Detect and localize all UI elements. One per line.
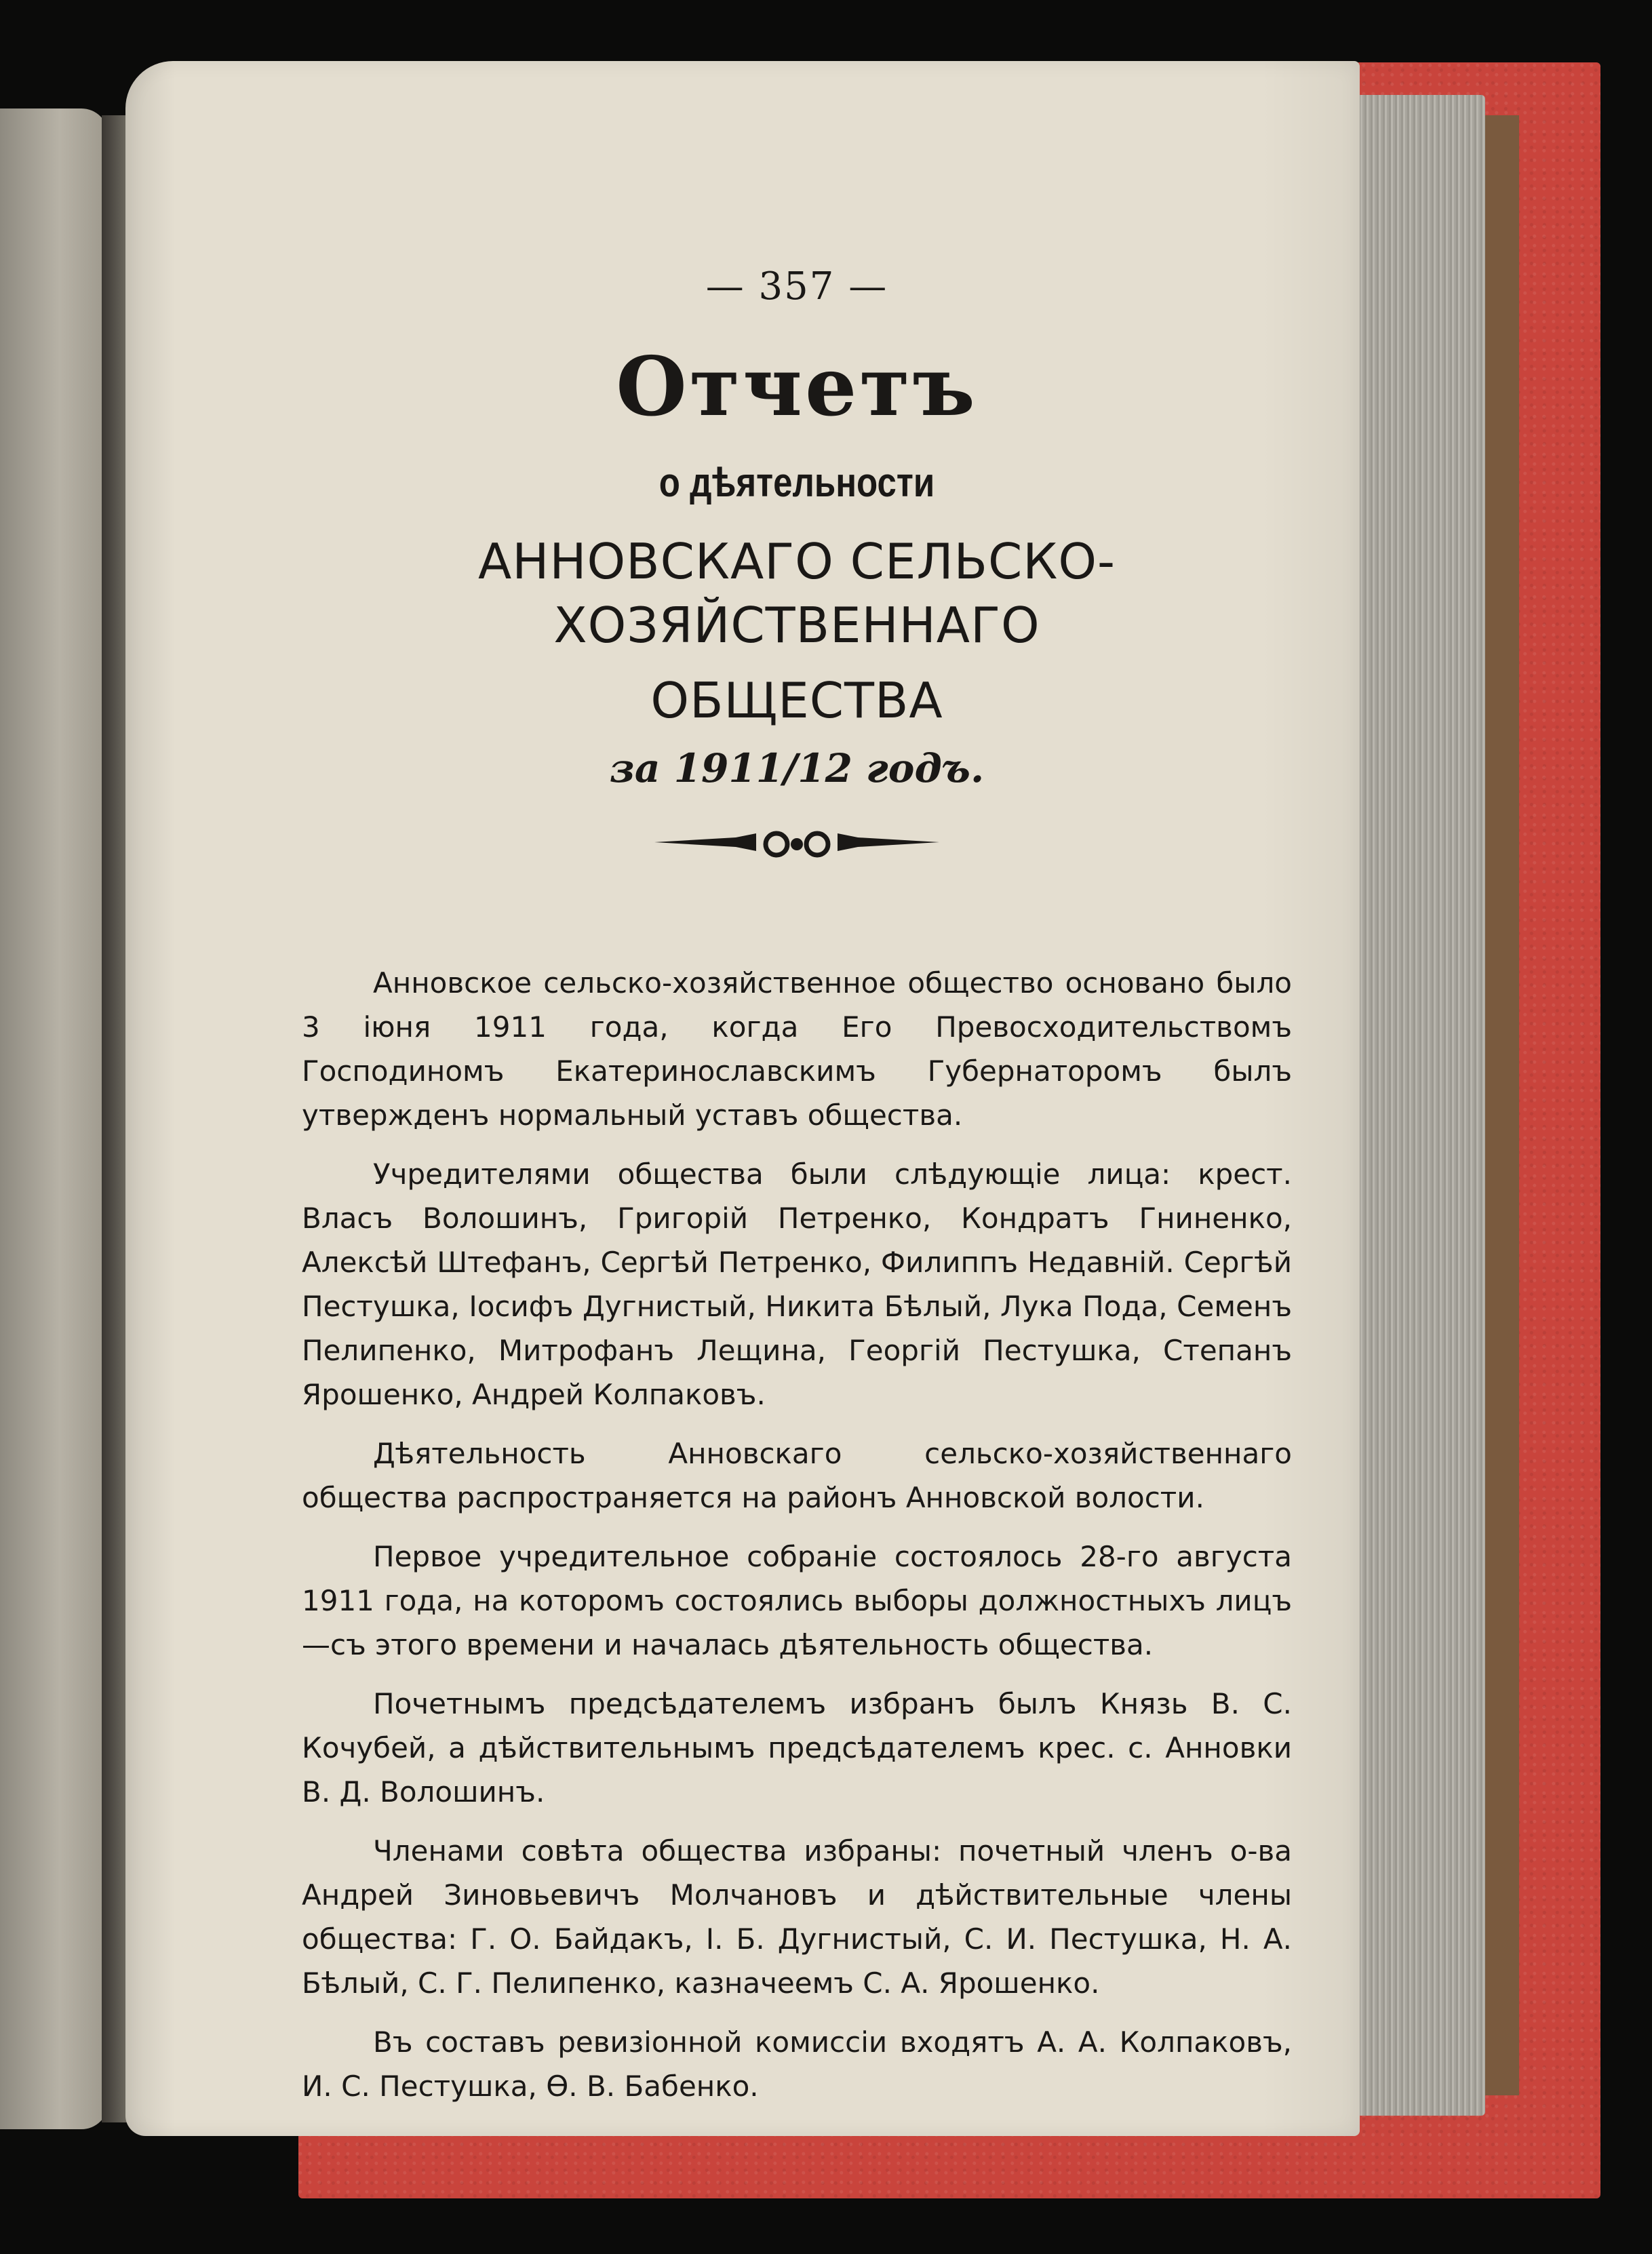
report-year: за 1911/12 годъ. bbox=[609, 745, 985, 791]
paragraph-council: Членами совѣта общества избраны: почетный членъ о-ва Андрей Зиновьевичъ Молчановъ и дѣйствительные члены общества: Г. О. Байдакъ, І. Б. Дугнистый, С. И. Пестушка, Н. А. Бѣлый, С. Г. Пелипенко, казначеемъ С. А. Ярошенко. bbox=[302, 1834, 1292, 2000]
paragraph-first-meeting: Первое учредительное собраніе состоялось 28-го августа 1911 года, на которомъ состоялись выборы должностныхъ лицъ—съ этого времени и началась дѣятельность общества. bbox=[302, 1539, 1292, 1661]
page-number: — 357 — bbox=[705, 264, 888, 309]
paragraph-founding: Анновское сельско-хозяйственное общество основано было 3 іюня 1911 года, когда Его Превосходительствомъ Господиномъ Екатеринославскимъ Губернаторомъ былъ утвержденъ нормальный уставъ общества. bbox=[302, 966, 1292, 1132]
organization-name-line2: ОБЩЕСТВА bbox=[650, 672, 943, 730]
paragraph-audit-commission: Въ составъ ревизіонной комиссіи входятъ А. А. Колпаковъ, И. С. Пестушка, Ѳ. В. Бабенко. bbox=[302, 2025, 1292, 2103]
previous-page-edge bbox=[0, 108, 109, 2129]
paragraph-activity: Дѣятельность Анновскаго сельско-хозяйственнаго общества распространяется на районъ Анновской волости. bbox=[302, 1436, 1292, 1514]
document-title: Отчетъ bbox=[616, 339, 978, 435]
document-subtitle: о дѣятельности bbox=[658, 460, 935, 505]
document-page bbox=[125, 61, 1360, 2136]
page-content bbox=[302, 264, 1292, 2123]
paragraph-founders: Учредителями общества были слѣдующіе лица: крест. Власъ Волошинъ, Григорій Петренко, Кондратъ Гниненко, Алексѣй Штефанъ, Сергѣй Петренко, Филиппъ Недавній. Сергѣй Пестушка, Іосифъ Дугнистый, Никита Бѣлый, Лука Пода, Семенъ Пелипенко, Митрофанъ Лещина, Георгій Пестушка, Степанъ Ярошенко, Андрей Колпаковъ. bbox=[302, 1157, 1292, 1411]
organization-name-line1: АННОВСКАГО СЕЛЬСКО-ХОЗЯЙСТВЕННАГО bbox=[477, 533, 1116, 654]
ornament-divider-icon bbox=[654, 818, 939, 866]
paragraph-chairmen: Почетнымъ предсѣдателемъ избранъ былъ Князь В. С. Кочубей, а дѣйствительнымъ предсѣдателемъ крес. с. Анновки В. Д. Волошинъ. bbox=[302, 1686, 1292, 1808]
